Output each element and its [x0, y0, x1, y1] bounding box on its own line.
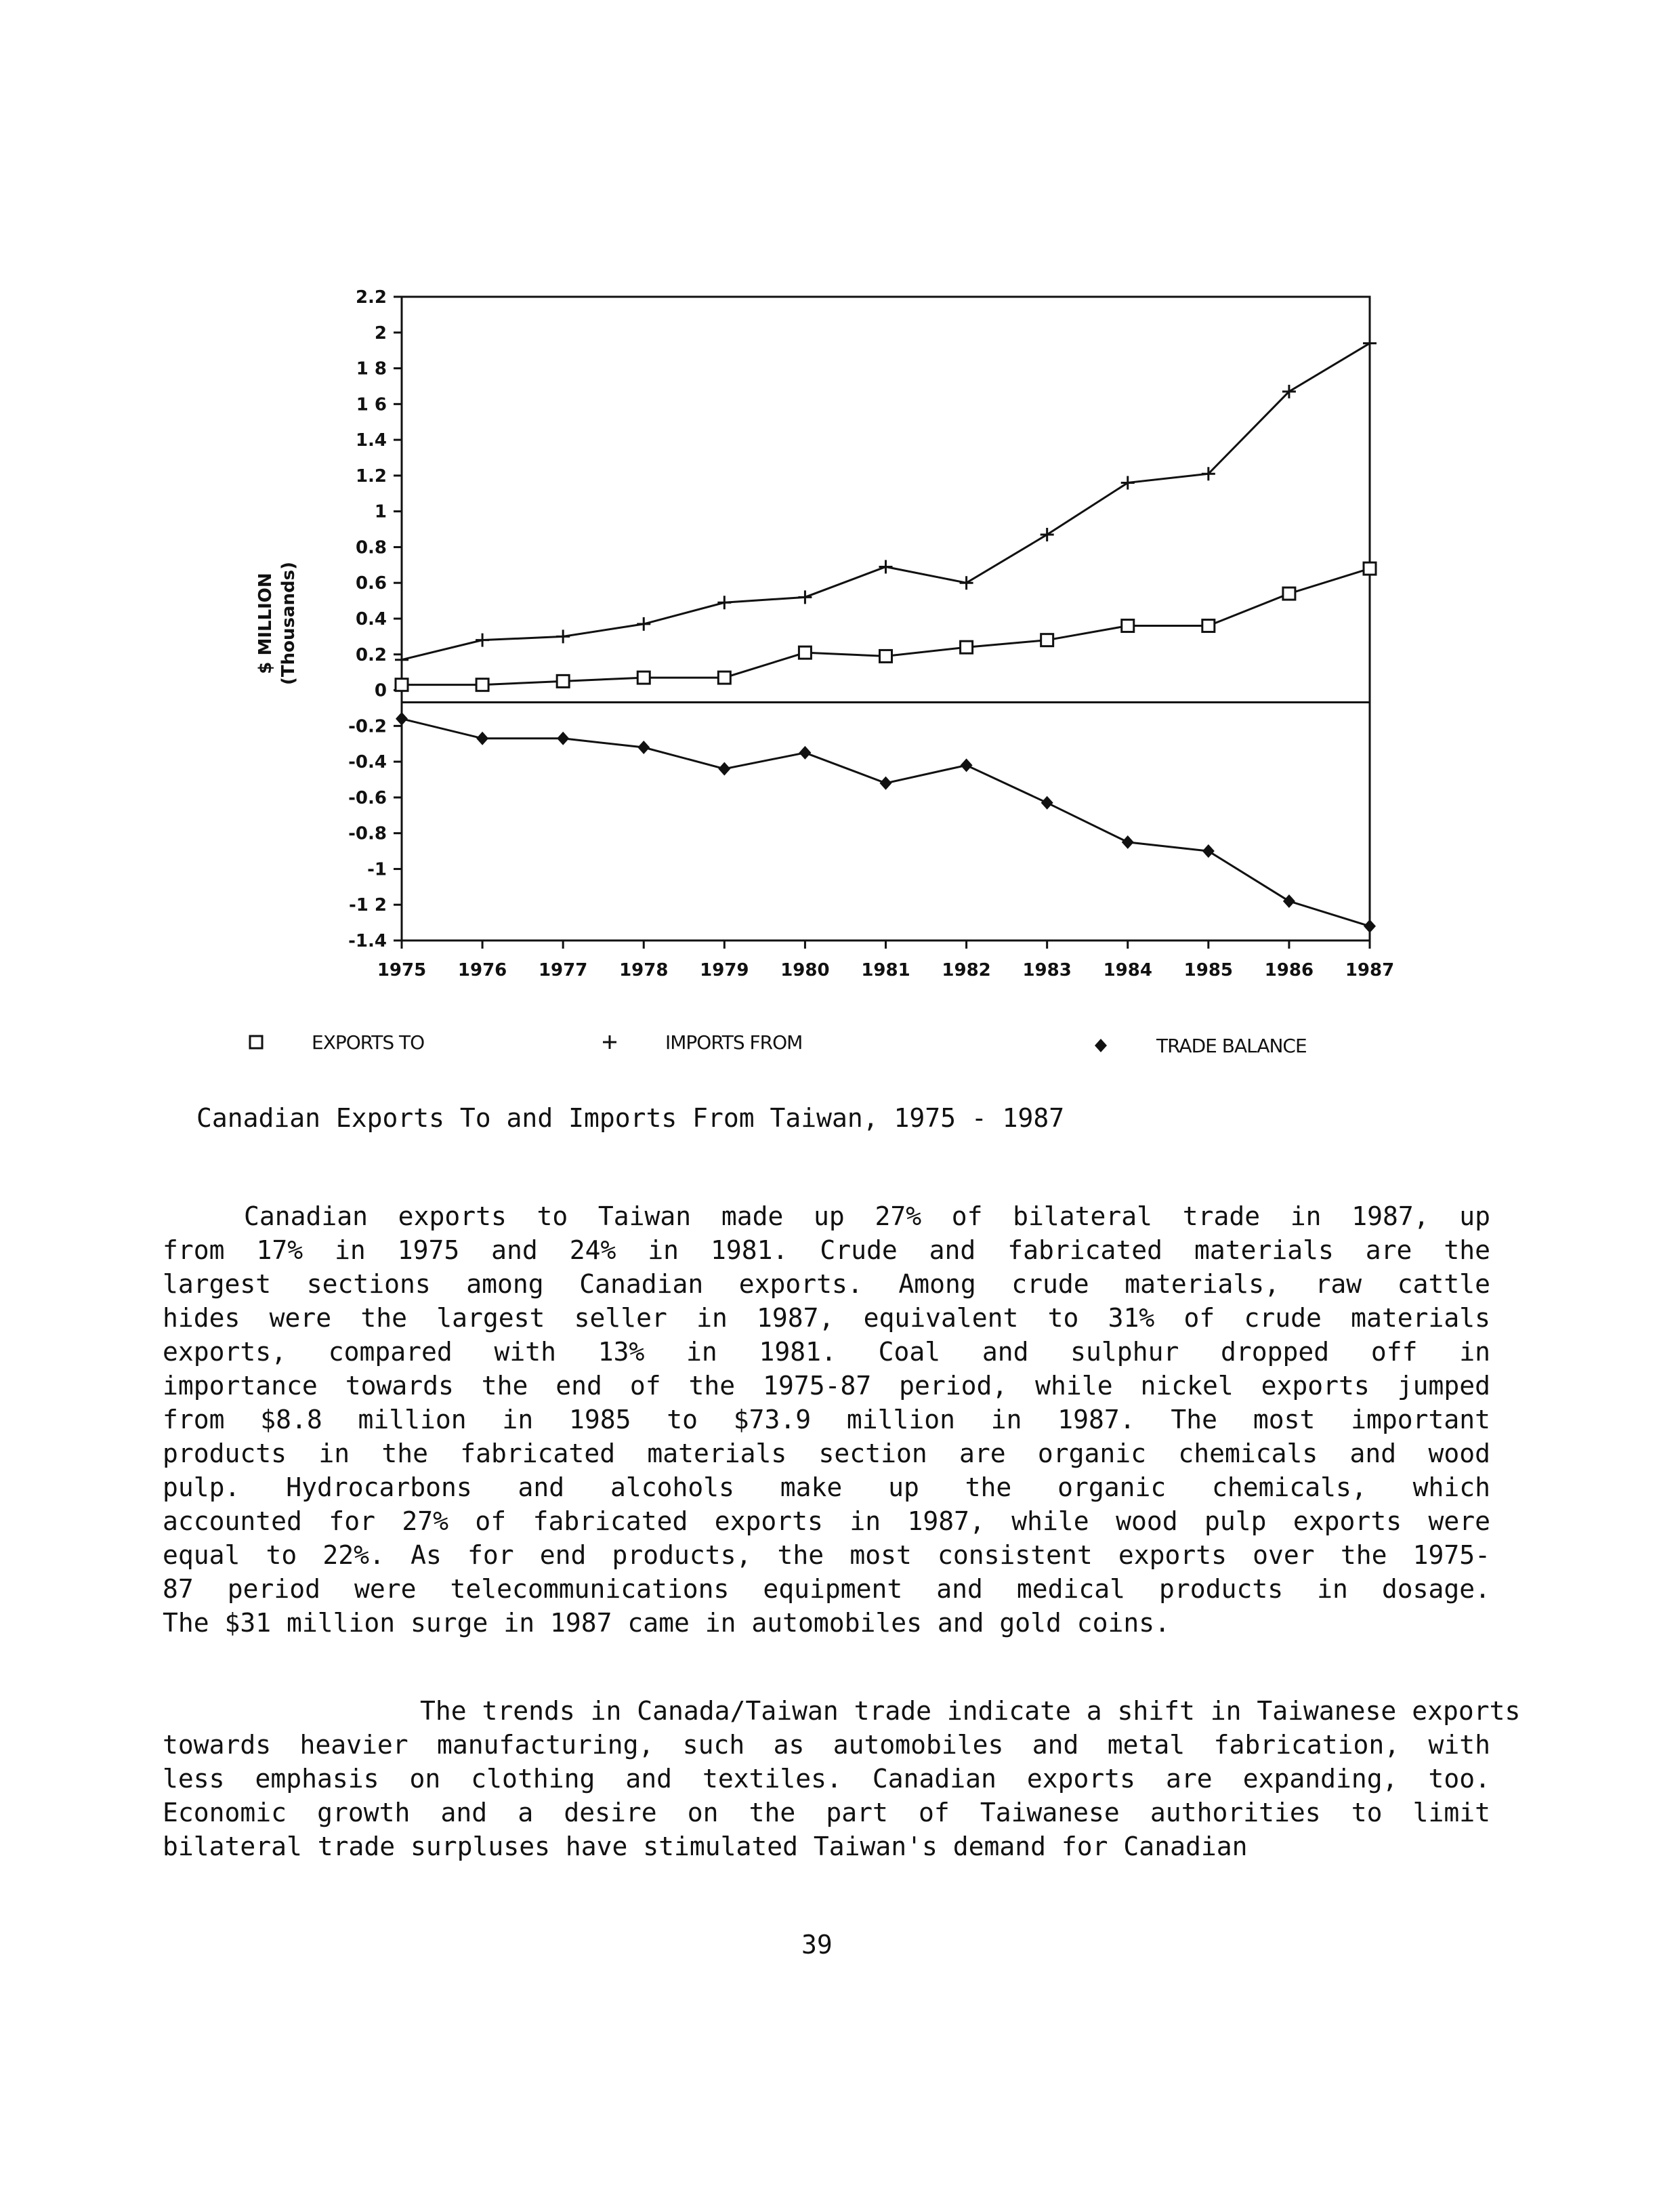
x-tick-label: 1985 — [1183, 960, 1234, 980]
paragraph-1 — [163, 1199, 1490, 1640]
x-tick-label: 1977 — [538, 960, 588, 980]
x-tick-label: 1982 — [942, 960, 991, 980]
square-marker — [396, 679, 408, 691]
diamond-marker — [1041, 796, 1053, 810]
diamond-marker — [1202, 844, 1215, 858]
square-marker — [880, 650, 892, 662]
square-marker — [799, 646, 811, 659]
chart-axes — [348, 287, 1394, 980]
plus-marker — [960, 576, 973, 590]
paragraph-line: importance towards the end of the 1975-87 period, while nickel exports jumped — [163, 1371, 1490, 1401]
paragraph-line: 87 period were telecommunications equipment and medical products in dosage. — [163, 1574, 1490, 1604]
y-tick-label: 1.2 — [355, 466, 387, 487]
square-marker — [1202, 620, 1215, 632]
diamond-marker — [1364, 919, 1376, 933]
paragraph-line: largest sections among Canadian exports. Among crude materials, raw cattle — [163, 1269, 1490, 1299]
paragraph-line: towards heavier manufacturing, such as automobiles and metal fabrication, with — [163, 1730, 1490, 1760]
y-tick-label: 0.8 — [355, 537, 387, 558]
series-exports-to — [396, 562, 1376, 691]
y-tick-label: 2.2 — [355, 287, 387, 308]
y-tick-label: -0.4 — [348, 752, 387, 773]
x-tick-label: 1981 — [861, 960, 910, 980]
legend-label: IMPORTS FROM — [665, 1031, 803, 1054]
plus-marker — [556, 629, 570, 643]
figure-caption: Canadian Exports To and Imports From Taiwan, 1975 - 1987 — [196, 1103, 1065, 1133]
diamond-marker — [799, 746, 811, 760]
y-tick-label: -1 — [367, 859, 387, 880]
paragraph-line: pulp. Hydrocarbons and alcohols make up the organic chemicals, which — [163, 1472, 1490, 1502]
y-tick-label: -1 2 — [348, 895, 387, 916]
chart-series — [395, 337, 1377, 933]
paragraph-line: exports, compared with 13% in 1981. Coal and sulphur dropped off in — [163, 1337, 1490, 1367]
y-tick-label: -0.6 — [348, 787, 387, 808]
paragraph-line: bilateral trade surpluses have stimulated Taiwan's demand for Canadian — [163, 1832, 1248, 1861]
plus-marker — [1041, 528, 1054, 541]
y-tick-label: 1 — [374, 501, 387, 522]
paragraph-2 — [163, 1694, 1521, 1863]
diamond-marker — [637, 741, 650, 754]
x-tick-label: 1978 — [619, 960, 669, 980]
plus-marker — [603, 1035, 616, 1049]
square-marker — [476, 679, 488, 691]
paragraph-line: from $8.8 million in 1985 to $73.9 million in 1987. The most important — [163, 1405, 1490, 1434]
y-axis-title-line: $ MILLION — [255, 573, 276, 674]
paragraph-line: The trends in Canada/Taiwan trade indicate a shift in Taiwanese exports — [420, 1696, 1521, 1726]
y-tick-label: 0.4 — [355, 609, 387, 629]
paragraph-line: accounted for 27% of fabricated exports in 1987, while wood pulp exports were — [163, 1506, 1490, 1536]
paragraph-line: The $31 million surge in 1987 came in automobiles and gold coins. — [163, 1608, 1171, 1638]
legend-label: EXPORTS TO — [312, 1031, 425, 1054]
square-marker — [637, 671, 650, 684]
paragraph-line: equal to 22%. As for end products, the most consistent exports over the 1975- — [163, 1540, 1490, 1570]
series-line — [402, 719, 1370, 926]
plus-marker — [1363, 337, 1377, 350]
series-line — [402, 344, 1370, 660]
diamond-marker — [1122, 835, 1134, 849]
x-tick-label: 1979 — [700, 960, 749, 980]
y-axis-title — [255, 562, 299, 685]
legend-label: TRADE BALANCE — [1156, 1035, 1307, 1057]
y-tick-label: -1.4 — [348, 931, 387, 951]
paragraph-line: Economic growth and a desire on the part of Taiwanese authorities to limit — [163, 1798, 1490, 1827]
y-tick-label: 1 6 — [356, 394, 387, 415]
y-tick-label: 1.4 — [355, 430, 387, 451]
paragraph-line: Canadian exports to Taiwan made up 27% of bilateral trade in 1987, up — [244, 1201, 1490, 1231]
paragraph-line: hides were the largest seller in 1987, equivalent to 31% of crude materials — [163, 1303, 1490, 1333]
diamond-marker — [961, 758, 973, 772]
diamond-marker — [1283, 894, 1295, 908]
x-tick-label: 1980 — [780, 960, 830, 980]
diamond-marker — [1095, 1039, 1107, 1052]
y-tick-label: 1 8 — [356, 358, 387, 379]
square-marker — [1122, 620, 1134, 632]
square-marker — [557, 675, 569, 687]
trade-line-chart — [0, 0, 1680, 1084]
chart-legend — [250, 1031, 1307, 1057]
x-tick-label: 1983 — [1022, 960, 1072, 980]
x-tick-label: 1984 — [1103, 960, 1152, 980]
square-marker — [718, 671, 730, 684]
plus-marker — [717, 596, 731, 609]
square-marker — [1364, 562, 1376, 575]
paragraph-line: from 17% in 1975 and 24% in 1981. Crude and fabricated materials are the — [163, 1235, 1490, 1265]
x-tick-label: 1975 — [377, 960, 427, 980]
plus-marker — [476, 634, 489, 647]
series-line — [402, 568, 1370, 685]
x-tick-label: 1986 — [1264, 960, 1314, 980]
diamond-marker — [718, 762, 730, 776]
y-tick-label: 0 — [374, 680, 387, 701]
square-marker — [1283, 587, 1295, 600]
diamond-marker — [880, 777, 892, 790]
y-tick-label: 0.6 — [355, 573, 387, 594]
plus-marker — [637, 617, 650, 631]
plus-marker — [879, 560, 893, 573]
plus-marker — [1121, 476, 1135, 489]
square-marker — [1041, 634, 1053, 646]
y-tick-label: 2 — [374, 323, 387, 344]
x-tick-label: 1976 — [457, 960, 507, 980]
diamond-marker — [476, 732, 488, 745]
y-tick-label: -0.2 — [348, 716, 387, 737]
diamond-marker — [557, 732, 569, 745]
series-trade-balance — [396, 712, 1376, 933]
page-number: 39 — [801, 1930, 833, 1960]
y-axis-title-line: (Thousands) — [278, 562, 299, 685]
square-marker — [961, 641, 973, 653]
x-tick-label: 1987 — [1345, 960, 1395, 980]
y-tick-label: 0.2 — [355, 644, 387, 665]
paragraph-line: products in the fabricated materials section are organic chemicals and wood — [163, 1439, 1490, 1468]
plus-marker — [798, 590, 812, 604]
paragraph-line: less emphasis on clothing and textiles. Canadian exports are expanding, too. — [163, 1764, 1490, 1794]
square-marker — [250, 1036, 262, 1048]
y-axis-title-group — [255, 562, 299, 685]
diamond-marker — [396, 712, 408, 726]
y-tick-label: -0.8 — [348, 823, 387, 844]
